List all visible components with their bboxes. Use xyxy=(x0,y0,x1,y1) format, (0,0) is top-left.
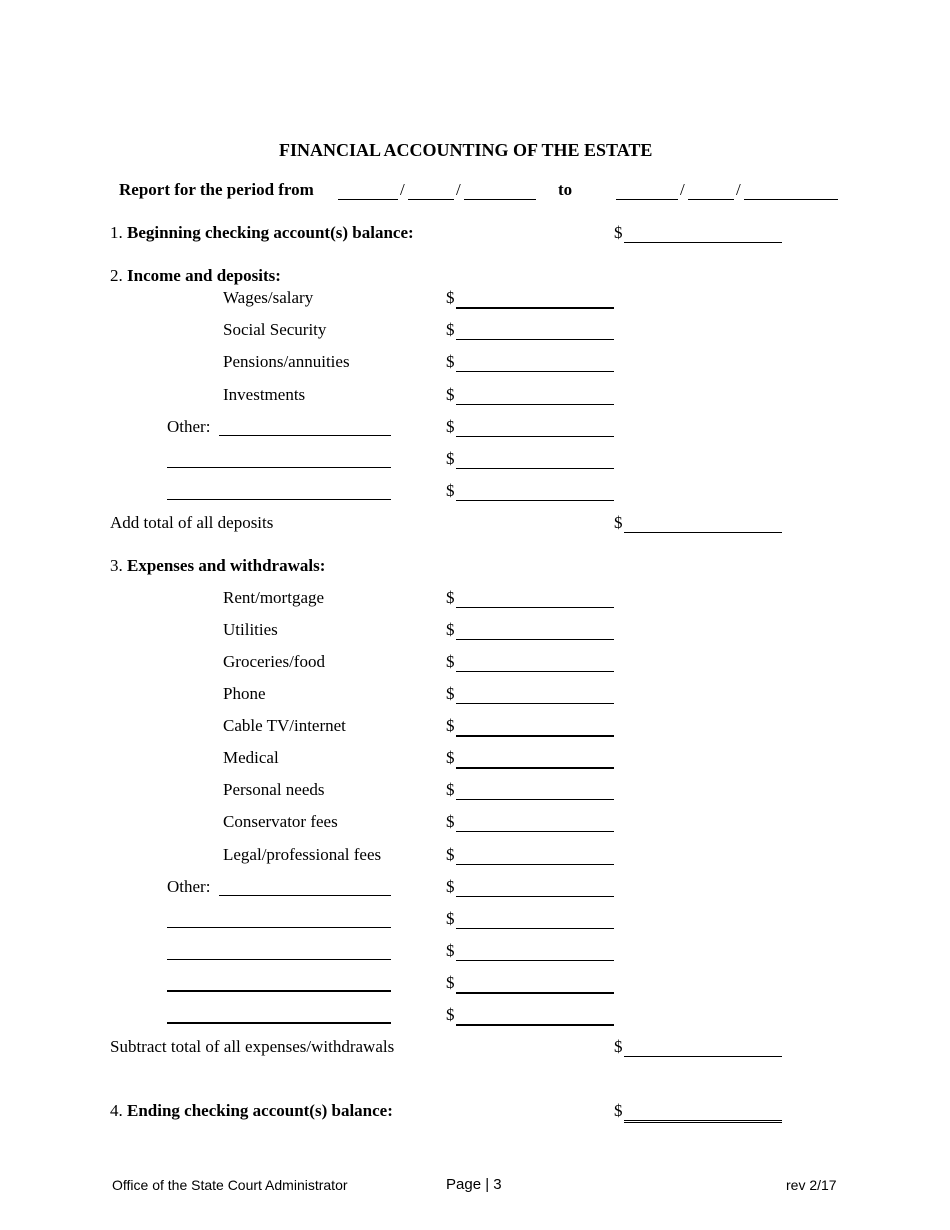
income-item-label: Pensions/annuities xyxy=(223,352,350,371)
period-label: Report for the period from xyxy=(119,180,314,199)
section-2-number: 2. xyxy=(110,266,123,285)
dollar-sign: $ xyxy=(446,1005,455,1024)
dollar-sign: $ xyxy=(614,1037,623,1056)
expense-other-description-field[interactable] xyxy=(167,927,391,928)
dollar-sign: $ xyxy=(446,684,455,703)
expense-other-description-field[interactable] xyxy=(219,895,391,896)
income-other-description-field[interactable] xyxy=(167,499,391,500)
footer-page-number: Page | 3 xyxy=(446,1176,502,1193)
expense-other-description-field[interactable] xyxy=(167,990,391,992)
expense-item-label: Conservator fees xyxy=(223,812,338,831)
expense-item-label: Rent/mortgage xyxy=(223,588,325,607)
dollar-sign: $ xyxy=(446,588,455,607)
section-4-label: Ending checking account(s) balance: xyxy=(127,1101,393,1120)
dollar-sign: $ xyxy=(614,513,623,532)
dollar-sign: $ xyxy=(446,845,455,864)
period-to-month-field[interactable] xyxy=(616,199,678,200)
section-4-heading xyxy=(110,1101,393,1121)
income-other-label: Other: xyxy=(167,417,211,436)
dollar-sign: $ xyxy=(446,352,455,371)
dollar-sign: $ xyxy=(446,620,455,639)
income-item-label: Wages/salary xyxy=(223,288,314,307)
date-slash: / xyxy=(680,180,685,199)
dollar-sign: $ xyxy=(446,780,455,799)
section-1-heading xyxy=(110,223,414,243)
period-to-day-field[interactable] xyxy=(688,199,734,200)
dollar-sign: $ xyxy=(446,652,455,671)
period-from-day-field[interactable] xyxy=(408,199,454,200)
expense-other-description-field[interactable] xyxy=(167,959,391,960)
dollar-sign: $ xyxy=(446,716,455,735)
period-from-year-field[interactable] xyxy=(464,199,536,200)
dollar-sign: $ xyxy=(446,385,455,404)
expense-item-label: Legal/professional fees xyxy=(223,845,382,864)
section-4-number: 4. xyxy=(110,1101,123,1120)
period-from-month-field[interactable] xyxy=(338,199,398,200)
income-other-description-field[interactable] xyxy=(167,467,391,468)
dollar-sign: $ xyxy=(446,449,455,468)
dollar-sign: $ xyxy=(446,973,455,992)
dollar-sign: $ xyxy=(446,877,455,896)
deposits-total-label: Add total of all deposits xyxy=(110,513,274,532)
dollar-sign: $ xyxy=(446,417,455,436)
date-slash: / xyxy=(456,180,461,199)
income-item-label: Social Security xyxy=(223,320,327,339)
section-3-label: Expenses and withdrawals: xyxy=(127,556,326,575)
income-item-label: Investments xyxy=(223,385,306,404)
date-slash: / xyxy=(400,180,405,199)
page-title: FINANCIAL ACCOUNTING OF THE ESTATE xyxy=(279,140,653,160)
expense-item-label: Utilities xyxy=(223,620,278,639)
dollar-sign: $ xyxy=(446,748,455,767)
date-slash: / xyxy=(736,180,741,199)
expense-item-label: Cable TV/internet xyxy=(223,716,346,735)
expense-item-label: Groceries/food xyxy=(223,652,325,671)
section-3-number: 3. xyxy=(110,556,123,575)
footer-revision: rev 2/17 xyxy=(786,1177,837,1193)
expense-item-label: Medical xyxy=(223,748,279,767)
dollar-sign: $ xyxy=(446,941,455,960)
section-3-heading xyxy=(110,556,325,576)
dollar-sign: $ xyxy=(614,1101,623,1120)
period-to-year-field[interactable] xyxy=(744,199,838,200)
expenses-total-label: Subtract total of all expenses/withdrawals xyxy=(110,1037,395,1056)
dollar-sign: $ xyxy=(446,288,455,307)
expense-item-label: Phone xyxy=(223,684,266,703)
expense-other-description-field[interactable] xyxy=(167,1022,391,1024)
section-1-number: 1. xyxy=(110,223,123,242)
footer-office: Office of the State Court Administrator xyxy=(112,1177,348,1193)
section-1-label: Beginning checking account(s) balance: xyxy=(127,223,414,242)
section-2-heading xyxy=(110,266,281,286)
section-2-label: Income and deposits: xyxy=(127,266,281,285)
expense-other-label: Other: xyxy=(167,877,211,896)
dollar-sign: $ xyxy=(446,320,455,339)
period-to-label: to xyxy=(558,180,573,199)
expense-item-label: Personal needs xyxy=(223,780,325,799)
dollar-sign: $ xyxy=(446,909,455,928)
dollar-sign: $ xyxy=(446,481,455,500)
dollar-sign: $ xyxy=(614,223,623,242)
income-other-description-field[interactable] xyxy=(219,435,391,436)
dollar-sign: $ xyxy=(446,812,455,831)
